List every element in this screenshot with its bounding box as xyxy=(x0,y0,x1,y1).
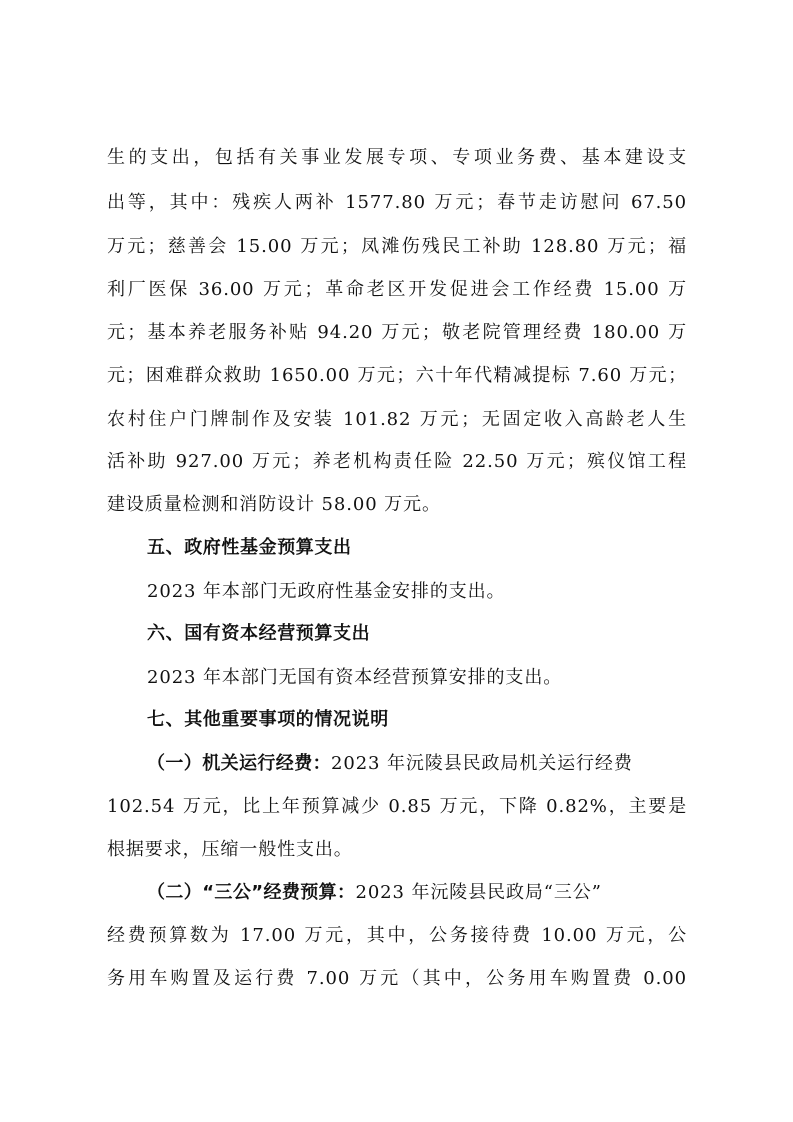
paragraph-line: 利厂医保 36.00 万元；革命老区开发促进会工作经费 15.00 万 xyxy=(107,279,687,300)
item-text: 2023 年沅陵县民政局“三公” xyxy=(355,882,602,903)
paragraph-line: 建设质量检测和消防设计 58.00 万元。 xyxy=(107,494,441,515)
item-lead: （二）“三公”经费预算： xyxy=(147,882,356,903)
paragraph-line: 活补助 927.00 万元；养老机构责任险 22.50 万元；殡仪馆工程 xyxy=(107,451,687,472)
paragraph-line: 元；基本养老服务补贴 94.20 万元；敬老院管理经费 180.00 万 xyxy=(107,322,687,343)
paragraph-line: 务用车购置及运行费 7.00 万元（其中，公务用车购置费 0.00 xyxy=(107,968,687,989)
paragraph-line: 2023 年本部门无国有资本经营预算安排的支出。 xyxy=(147,667,563,688)
paragraph-line: 生的支出，包括有关事业发展专项、专项业务费、基本建设支 xyxy=(107,147,687,168)
paragraph-line: 元；困难群众救助 1650.00 万元；六十年代精减提标 7.60 万元； xyxy=(107,365,687,386)
paragraph-line: 万元；慈善会 15.00 万元；凤滩伤残民工补助 128.80 万元；福 xyxy=(107,236,687,257)
section-heading: 七、其他重要事项的情况说明 xyxy=(147,709,389,730)
section-heading: 五、政府性基金预算支出 xyxy=(147,537,352,558)
paragraph-line: 农村住户门牌制作及安装 101.82 万元；无固定收入高龄老人生 xyxy=(107,409,687,430)
paragraph-line: 102.54 万元，比上年预算减少 0.85 万元，下降 0.82%，主要是 xyxy=(107,796,687,817)
item-lead: （一）机关运行经费： xyxy=(147,753,331,774)
paragraph-line: 经费预算数为 17.00 万元，其中，公务接待费 10.00 万元，公 xyxy=(107,925,687,946)
paragraph-line: 根据要求，压缩一般性支出。 xyxy=(107,839,353,860)
section-heading: 六、国有资本经营预算支出 xyxy=(147,623,371,644)
item-line xyxy=(147,881,687,905)
item-text: 2023 年沅陵县民政局机关运行经费 xyxy=(331,753,633,774)
item-line xyxy=(147,752,687,776)
paragraph-line: 出等，其中：残疾人两补 1577.80 万元；春节走访慰问 67.50 xyxy=(107,192,687,213)
paragraph-line: 2023 年本部门无政府性基金安排的支出。 xyxy=(147,581,506,602)
